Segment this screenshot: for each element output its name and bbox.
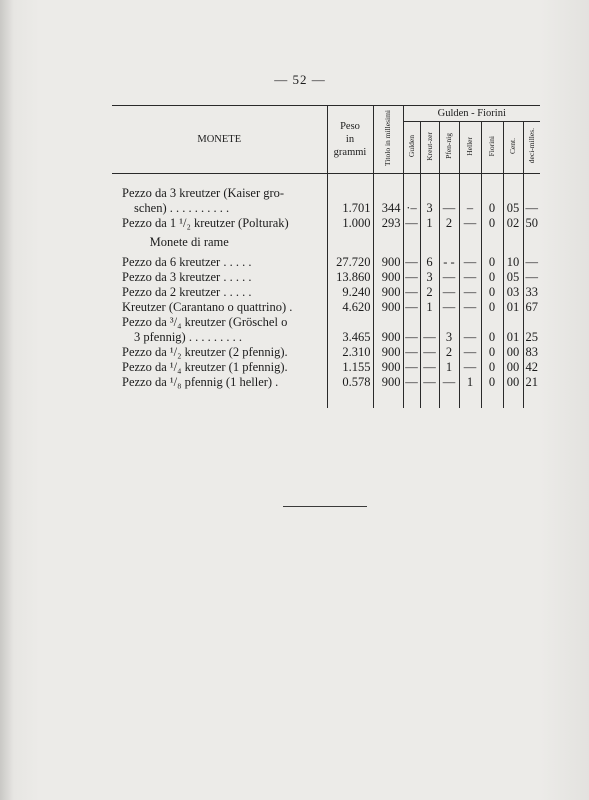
- kreutzer-cell: —: [420, 375, 439, 390]
- heller-cell: —: [459, 255, 481, 270]
- kreutzer-cell: —: [420, 360, 439, 375]
- decimilles-cell: 33: [523, 285, 540, 300]
- heller-cell: —: [459, 330, 481, 345]
- cent-cell: 10: [503, 255, 523, 270]
- kreutzer-cell: [420, 186, 439, 201]
- cent-cell: 00: [503, 345, 523, 360]
- pfennig-cell: [439, 315, 459, 330]
- kreutzer-cell: 1: [420, 216, 439, 231]
- titolo-cell: [373, 186, 403, 201]
- kreutzer-cell: 3: [420, 201, 439, 216]
- pfennig-cell: 2: [439, 216, 459, 231]
- gulden-cell: —: [403, 255, 420, 270]
- cent-cell: 00: [503, 360, 523, 375]
- coin-table: [112, 105, 540, 408]
- titolo-cell: 900: [373, 255, 403, 270]
- pfennig-cell: 3: [439, 330, 459, 345]
- pfennig-cell: —: [439, 375, 459, 390]
- decimilles-cell: [523, 186, 540, 201]
- kreutzer-cell: 3: [420, 270, 439, 285]
- gulden-fiorini-header: Gulden - Fiorini: [403, 106, 540, 122]
- pfennig-cell: 1: [439, 360, 459, 375]
- heller-cell: —: [459, 345, 481, 360]
- peso-cell: 13.860: [327, 270, 373, 285]
- heller-cell: —: [459, 300, 481, 315]
- kreutzer-cell: 2: [420, 285, 439, 300]
- gulden-cell: —: [403, 300, 420, 315]
- table-row: [112, 315, 540, 330]
- empty-cell: [523, 231, 540, 255]
- gulden-cell: —: [403, 345, 420, 360]
- titolo-header: [373, 106, 403, 174]
- subheader-pfennig: Pfen-nig: [439, 122, 459, 174]
- decimilles-cell: 25: [523, 330, 540, 345]
- empty-cell: [503, 231, 523, 255]
- decimilles-cell: —: [523, 255, 540, 270]
- table-row: [112, 375, 540, 390]
- pfennig-cell: 2: [439, 345, 459, 360]
- empty-cell: [327, 231, 373, 255]
- decimilles-cell: [523, 315, 540, 330]
- titolo-cell: [373, 315, 403, 330]
- titolo-cell: 900: [373, 345, 403, 360]
- heller-cell: —: [459, 360, 481, 375]
- bottom-spacer-row: [112, 390, 540, 408]
- coin-name-cell: Pezzo da 2 kreutzer . . . . .: [122, 284, 252, 299]
- fiorini-cell: 0: [481, 300, 503, 315]
- cent-cell: 00: [503, 375, 523, 390]
- decimilles-cell: —: [523, 201, 540, 216]
- empty-cell: [373, 231, 403, 255]
- subheader-cent: Cent.: [503, 122, 523, 174]
- table-row: [112, 186, 540, 201]
- coin-name-cell: 3 pfennig) . . . . . . . . .: [134, 329, 242, 344]
- gulden-cell: —: [403, 330, 420, 345]
- table-row: [112, 330, 540, 345]
- kreutzer-cell: [420, 315, 439, 330]
- titolo-cell: 900: [373, 375, 403, 390]
- coin-name-cell: Pezzo da 3 kreutzer (Kaiser gro-: [122, 185, 285, 200]
- coin-name-cell: Pezzo da 6 kreutzer . . . . .: [122, 254, 252, 269]
- heller-cell: –: [459, 201, 481, 216]
- decimilles-cell: 21: [523, 375, 540, 390]
- table-row: [112, 201, 540, 216]
- coin-name-cell: schen) . . . . . . . . . .: [134, 200, 230, 215]
- peso-header-line-2: in: [345, 134, 355, 145]
- gulden-cell: [403, 186, 420, 201]
- peso-cell: [327, 315, 373, 330]
- cent-cell: 03: [503, 285, 523, 300]
- peso-cell: 3.465: [327, 330, 373, 345]
- pfennig-cell: [439, 186, 459, 201]
- decimilles-cell: 83: [523, 345, 540, 360]
- empty-cell: [481, 231, 503, 255]
- cent-cell: 05: [503, 201, 523, 216]
- fiorini-cell: 0: [481, 201, 503, 216]
- empty-cell: [403, 231, 420, 255]
- titolo-cell: 900: [373, 360, 403, 375]
- cent-cell: [503, 315, 523, 330]
- fiorini-cell: [481, 186, 503, 201]
- subheader-fiorini: Fiorini: [481, 122, 503, 174]
- cent-cell: 05: [503, 270, 523, 285]
- table-row: [112, 270, 540, 285]
- peso-header-line-1: Peso: [340, 121, 360, 132]
- peso-cell: 1.155: [327, 360, 373, 375]
- cent-cell: 01: [503, 300, 523, 315]
- peso-cell: 9.240: [327, 285, 373, 300]
- pfennig-cell: —: [439, 201, 459, 216]
- gulden-cell: —: [403, 375, 420, 390]
- table-row: [112, 345, 540, 360]
- empty-cell: [420, 231, 439, 255]
- pfennig-cell: - -: [439, 255, 459, 270]
- peso-cell: [327, 186, 373, 201]
- gulden-cell: —: [403, 285, 420, 300]
- heller-cell: —: [459, 216, 481, 231]
- subheader-heller: Heller: [459, 122, 481, 174]
- coin-name-cell: Pezzo da 3 kreutzer . . . . .: [122, 269, 252, 284]
- gulden-cell: ·–: [403, 201, 420, 216]
- footer-rule: [283, 506, 367, 507]
- cent-cell: [503, 186, 523, 201]
- fiorini-cell: 0: [481, 216, 503, 231]
- titolo-cell: 900: [373, 270, 403, 285]
- peso-cell: 27.720: [327, 255, 373, 270]
- coin-name-cell: Pezzo da ¹/₄ kreutzer (1 pfennig).: [122, 359, 288, 374]
- coin-name-cell: Pezzo da ¹/₂ kreutzer (2 pfennig).: [122, 344, 288, 359]
- pfennig-cell: —: [439, 270, 459, 285]
- coin-table-body: [112, 174, 540, 390]
- fiorini-cell: 0: [481, 285, 503, 300]
- titolo-cell: 344: [373, 201, 403, 216]
- heller-cell: 1: [459, 375, 481, 390]
- coin-name-cell: Kreutzer (Carantano o quattrino) .: [122, 299, 293, 314]
- spacer-row: [112, 174, 540, 186]
- coin-name-cell: Pezzo da ³/₄ kreutzer (Gröschel o: [122, 314, 288, 329]
- peso-cell: 1.000: [327, 216, 373, 231]
- table-row: [112, 360, 540, 375]
- peso-cell: 2.310: [327, 345, 373, 360]
- empty-cell: [439, 231, 459, 255]
- kreutzer-cell: 6: [420, 255, 439, 270]
- kreutzer-cell: 1: [420, 300, 439, 315]
- decimilles-cell: 42: [523, 360, 540, 375]
- coin-name-cell: Pezzo da ¹/₈ pfennig (1 heller) .: [122, 374, 279, 389]
- titolo-cell: 900: [373, 285, 403, 300]
- cent-cell: 02: [503, 216, 523, 231]
- heller-cell: [459, 315, 481, 330]
- table-row: [112, 285, 540, 300]
- empty-cell: [459, 231, 481, 255]
- table-row: [112, 216, 540, 231]
- kreutzer-cell: —: [420, 330, 439, 345]
- table-row: [112, 300, 540, 315]
- gulden-cell: —: [403, 270, 420, 285]
- decimilles-cell: 50: [523, 216, 540, 231]
- heller-cell: —: [459, 285, 481, 300]
- pfennig-cell: —: [439, 300, 459, 315]
- titolo-header-text: Titolo in millesimi: [383, 110, 392, 166]
- coin-table-wrapper: [112, 105, 540, 408]
- peso-cell: 4.620: [327, 300, 373, 315]
- peso-cell: 1.701: [327, 201, 373, 216]
- fiorini-cell: 0: [481, 330, 503, 345]
- section-title: Monete di rame: [149, 235, 229, 249]
- fiorini-cell: 0: [481, 375, 503, 390]
- subheader-kreutzer: Kreut-zer: [420, 122, 439, 174]
- section-row: [112, 231, 540, 255]
- fiorini-cell: 0: [481, 360, 503, 375]
- peso-header-line-3: grammi: [333, 147, 367, 158]
- gulden-cell: [403, 315, 420, 330]
- titolo-cell: 293: [373, 216, 403, 231]
- gulden-cell: —: [403, 360, 420, 375]
- cent-cell: 01: [503, 330, 523, 345]
- titolo-cell: 900: [373, 330, 403, 345]
- decimilles-cell: —: [523, 270, 540, 285]
- heller-cell: —: [459, 270, 481, 285]
- monete-header: MONETE: [112, 106, 327, 174]
- fiorini-cell: [481, 315, 503, 330]
- table-row: [112, 255, 540, 270]
- decimilles-cell: 67: [523, 300, 540, 315]
- kreutzer-cell: —: [420, 345, 439, 360]
- heller-cell: [459, 186, 481, 201]
- subheader-decimilles: deci-milles.: [523, 122, 540, 174]
- page-number: — 52 —: [274, 72, 326, 87]
- peso-cell: 0.578: [327, 375, 373, 390]
- pfennig-cell: —: [439, 285, 459, 300]
- titolo-cell: 900: [373, 300, 403, 315]
- coin-name-cell: Pezzo da 1 ¹/₂ kreutzer (Polturak): [122, 215, 289, 230]
- fiorini-cell: 0: [481, 255, 503, 270]
- gulden-cell: —: [403, 216, 420, 231]
- fiorini-cell: 0: [481, 270, 503, 285]
- peso-header: [327, 106, 373, 174]
- fiorini-cell: 0: [481, 345, 503, 360]
- subheader-gulden: Gulden: [403, 122, 420, 174]
